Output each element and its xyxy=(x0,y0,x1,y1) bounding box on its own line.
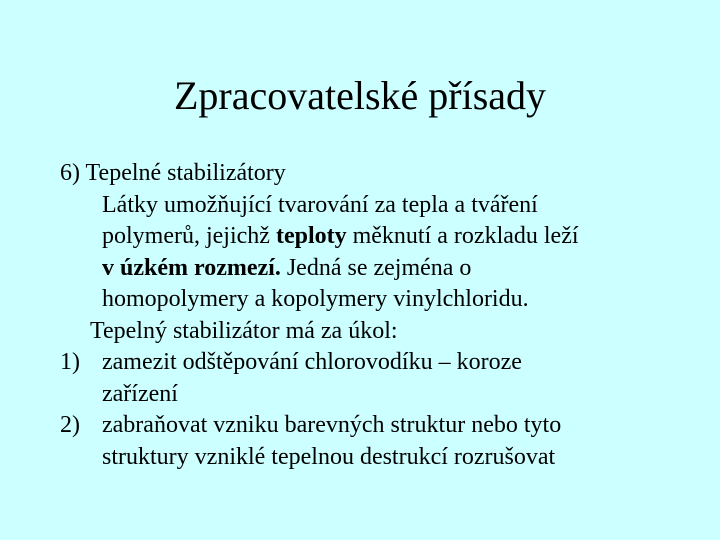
slide-body xyxy=(60,158,700,473)
list-item-text: zamezit odštěpování chlorovodíku – koroze xyxy=(102,349,522,375)
section-heading: 6) Tepelné stabilizátory xyxy=(60,160,286,186)
list-item-number: 1) xyxy=(60,349,80,375)
slide-title: Zpracovatelské přísady xyxy=(173,73,547,118)
numbered-list xyxy=(60,347,700,473)
description-paragraph xyxy=(60,190,700,316)
list-item-continuation: struktury vzniklé tepelnou destrukcí rozrušovat xyxy=(102,443,556,470)
emphasis-text: v úzkém rozmezí. xyxy=(102,254,281,281)
paragraph-line: homopolymery a kopolymery vinylchloridu. xyxy=(102,286,529,312)
list-item-text: zabraňovat vzniku barevných struktur nebo tyto xyxy=(102,412,562,438)
paragraph-text: polymerů, jejichž xyxy=(102,223,276,249)
paragraph-line xyxy=(60,253,700,285)
task-intro: Tepelný stabilizátor má za úkol: xyxy=(90,317,398,344)
list-item-number: 2) xyxy=(60,412,80,438)
list-item xyxy=(60,347,700,410)
list-item-continuation: zařízení xyxy=(102,380,178,407)
paragraph-line xyxy=(60,221,700,253)
list-item xyxy=(60,410,700,473)
paragraph-text: Jedná se zejména o xyxy=(280,254,472,281)
emphasis-text: teploty xyxy=(275,223,347,249)
paragraph-text: měknutí a rozkladu leží xyxy=(346,223,579,249)
paragraph-line: Látky umožňující tvarování za tepla a tváření xyxy=(102,191,538,218)
